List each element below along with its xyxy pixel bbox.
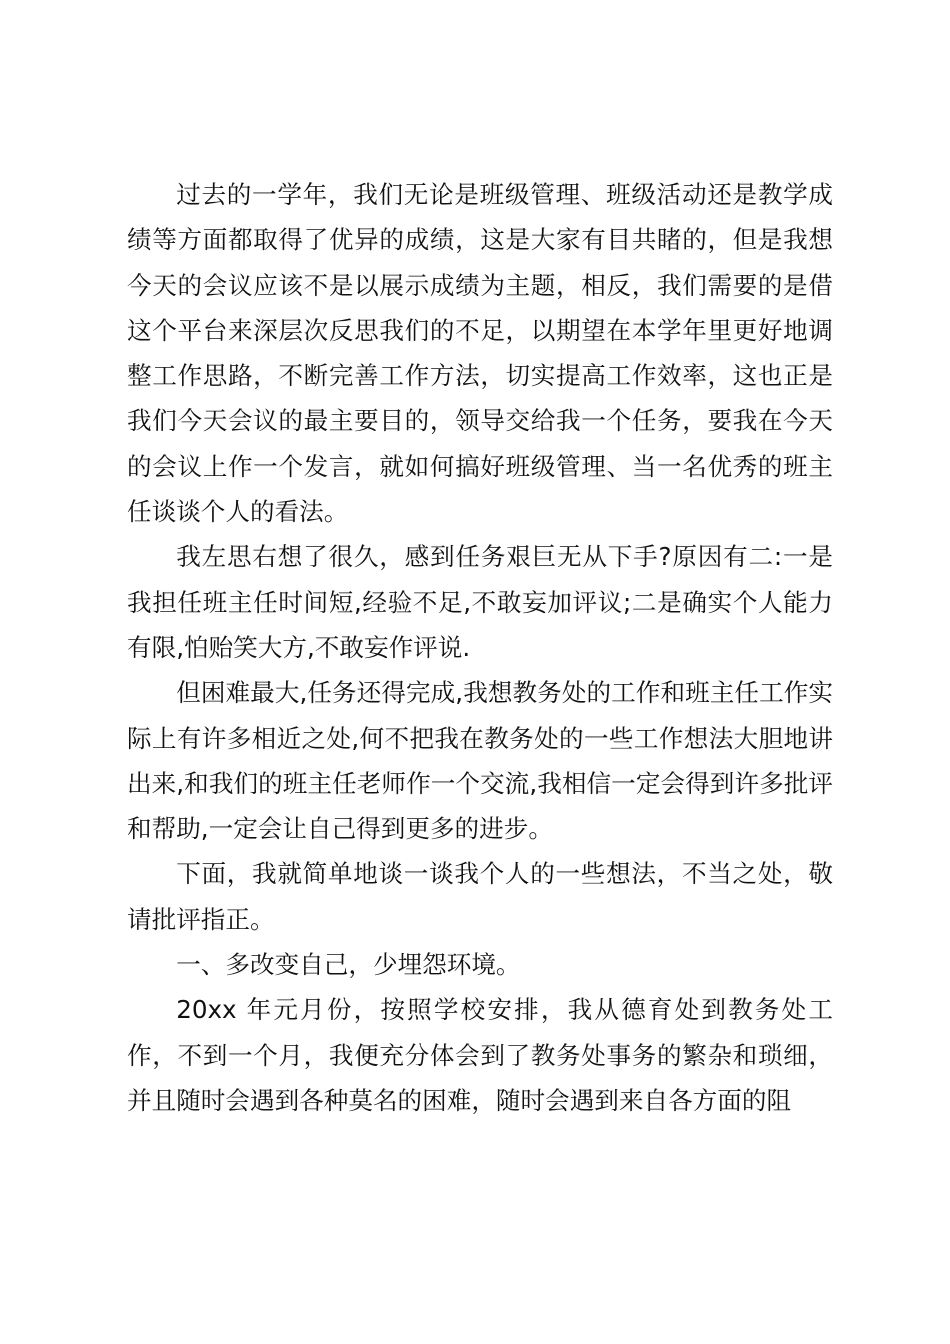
- paragraph-intro: 下面，我就简单地谈一谈我个人的一些想法，不当之处，敬请批评指正。: [127, 859, 833, 934]
- paragraph-difficulty: 我左思右想了很久，感到任务艰巨无从下手?原因有二:一是我担任班主任时间短,经验不足,不敢妄加评议;二是确实个人能力有限,怕贻笑大方,不敢妄作评说.: [127, 542, 833, 662]
- section-heading-one: 一、多改变自己，少埋怨环境。: [176, 950, 521, 980]
- paragraph-commitment: 但困难最大,任务还得完成,我想教务处的工作和班主任工作实际上有许多相近之处,何不把我在教务处的一些工作想法大胆地讲出来,和我们的班主任老师作一个交流,我相信一定会得到许多批评和帮助,一定会让自己得到更多的进步。: [127, 678, 833, 844]
- paragraph-experience: 20xx 年元月份，按照学校安排，我从德育处到教务处工作，不到一个月，我便充分体会到了教务处事务的繁杂和琐细，并且随时会遇到各种莫名的困难，随时会遇到来自各方面的阻: [127, 995, 833, 1115]
- document-body: [127, 172, 833, 1123]
- paragraph-reflection: 过去的一学年，我们无论是班级管理、班级活动还是教学成绩等方面都取得了优异的成绩，这是大家有目共睹的，但是我想今天的会议应该不是以展示成绩为主题，相反，我们需要的是借这个平台来深层次反思我们的不足，以期望在本学年里更好地调整工作思路，不断完善工作方法，切实提高工作效率，这也正是我们今天会议的最主要目的，领导交给我一个任务，要我在今天的会议上作一个发言，就如何搞好班级管理、当一名优秀的班主任谈谈个人的看法。: [127, 180, 833, 527]
